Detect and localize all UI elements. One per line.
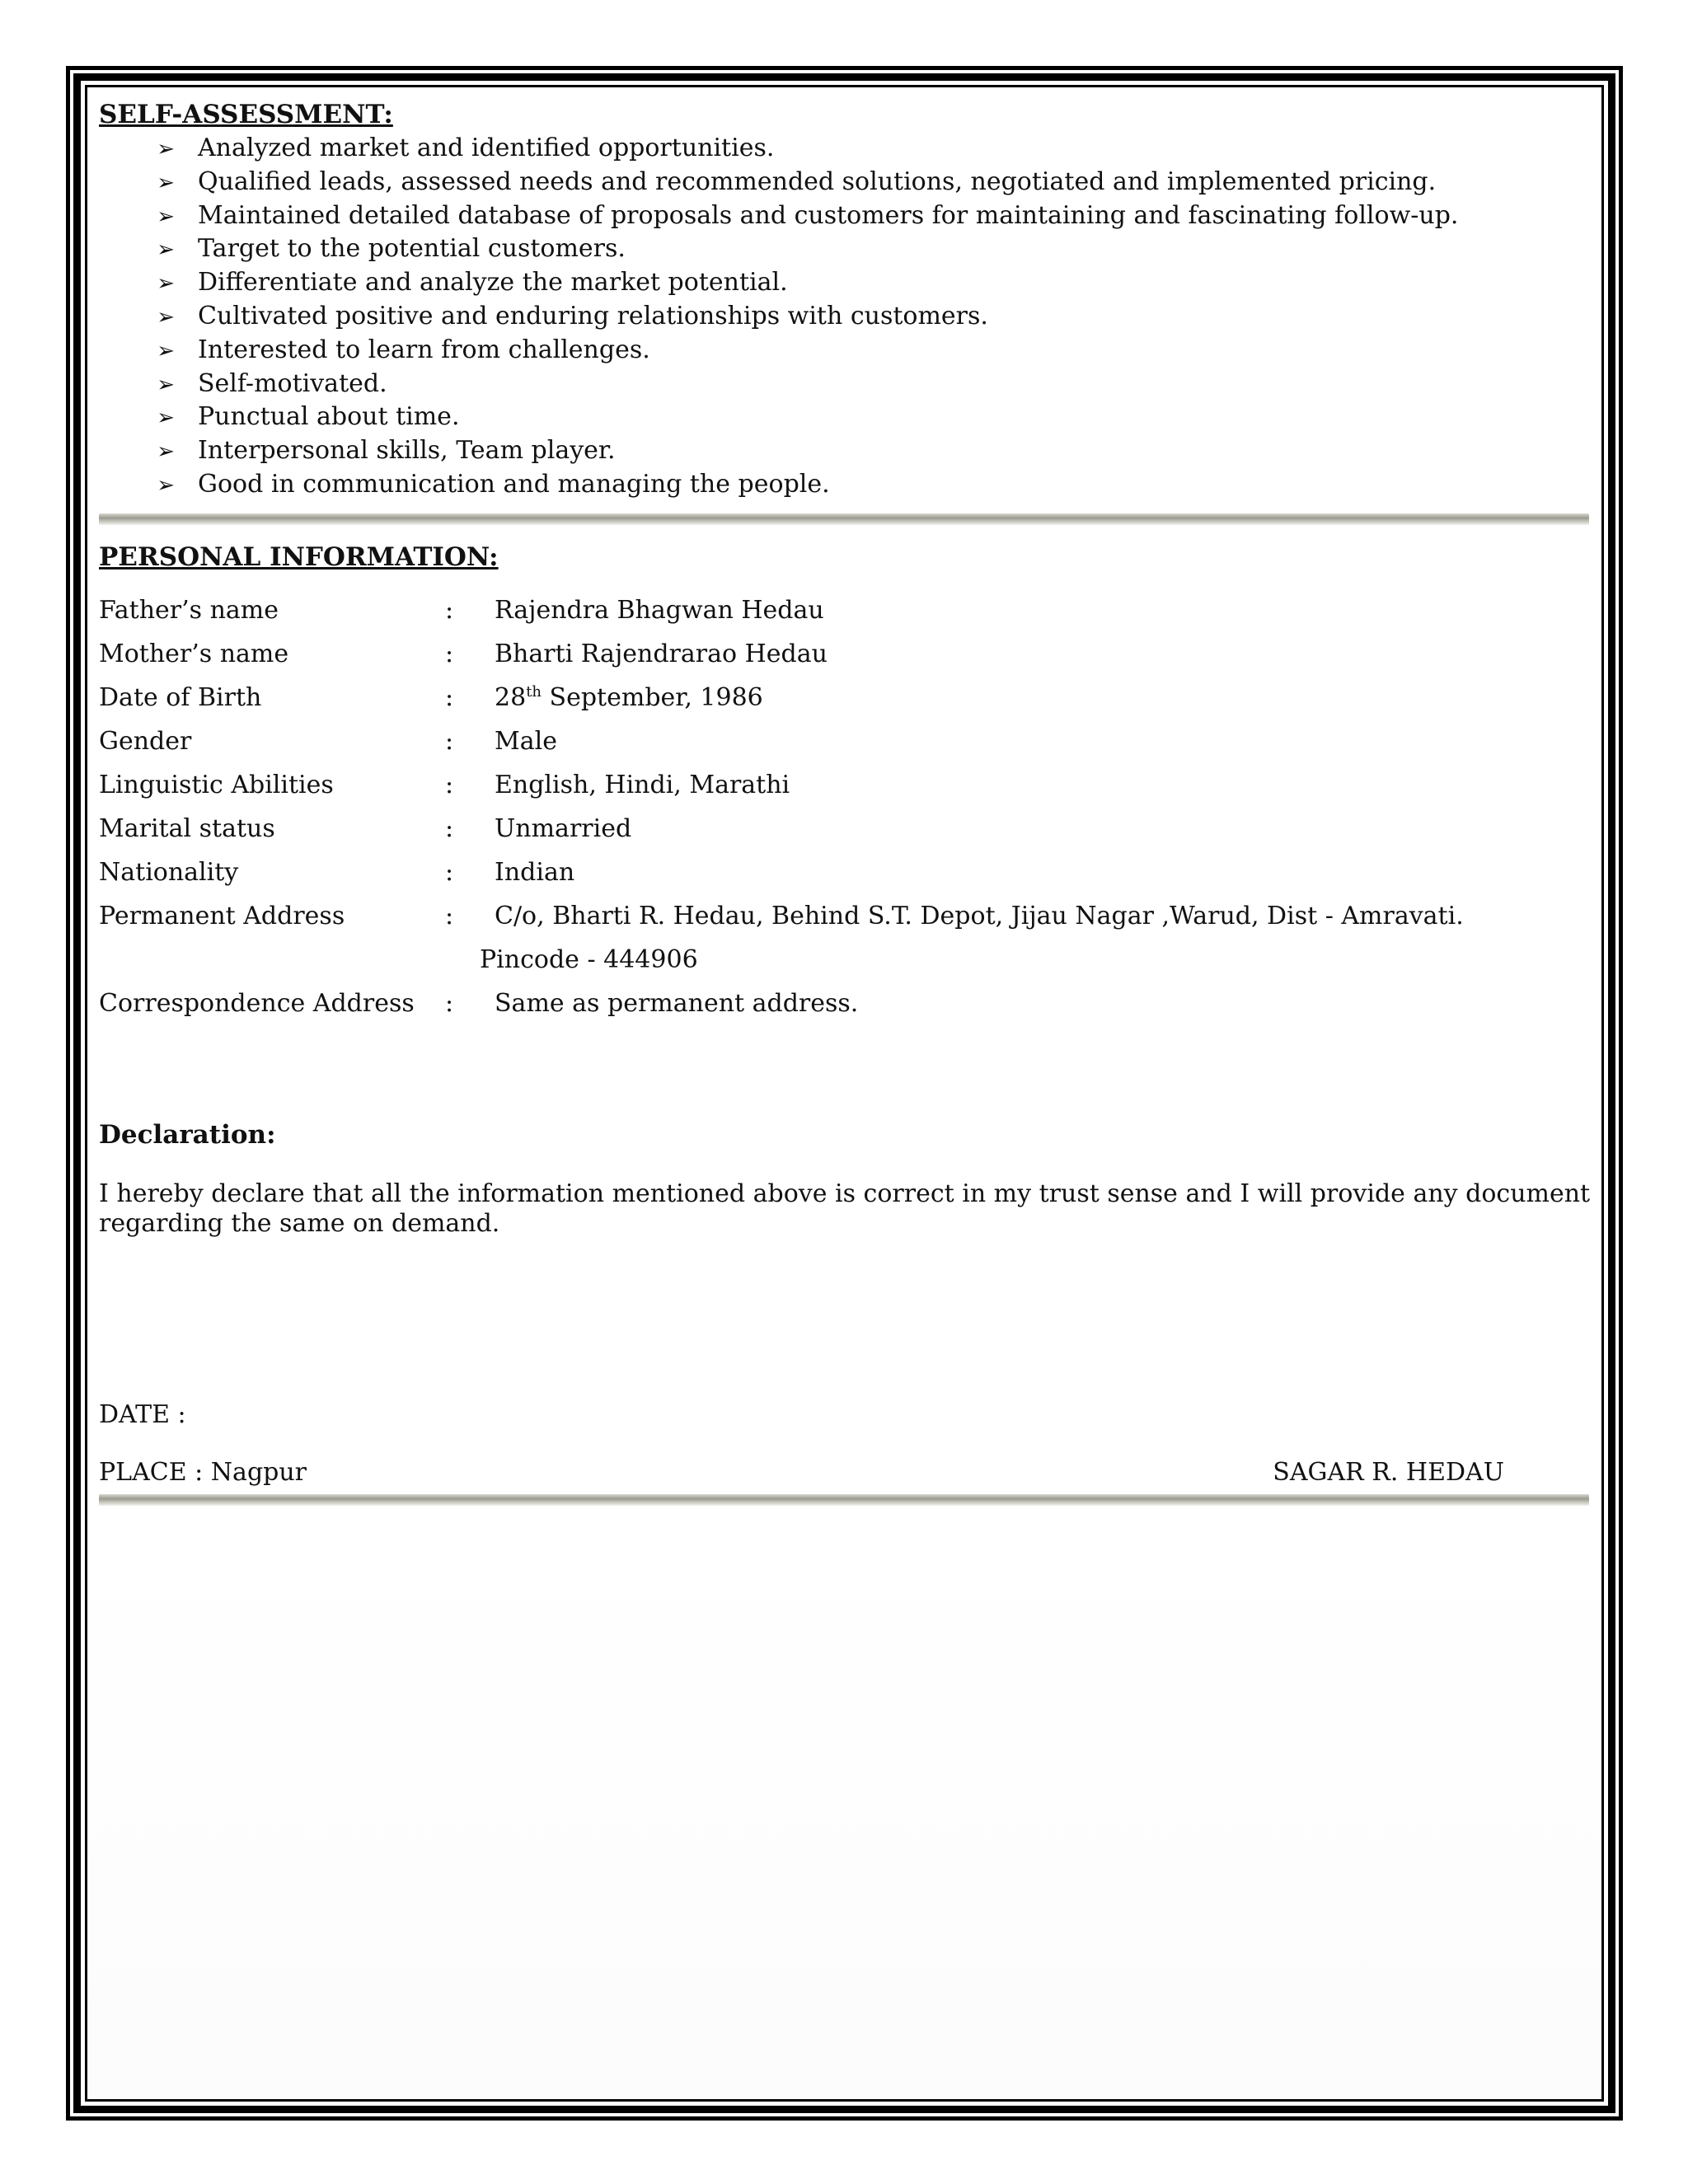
signature-name: SAGAR R. HEDAU (1273, 1457, 1504, 1487)
arrow-bullet-icon: ➢ (157, 137, 175, 162)
list-item: ➢ Cultivated positive and enduring relationships with customers. (99, 300, 1591, 334)
arrow-bullet-icon: ➢ (157, 170, 175, 195)
linguistic-abilities-label: Linguistic Abilities (99, 770, 334, 799)
arrow-bullet-icon: ➢ (157, 271, 175, 297)
separator-colon: : (445, 726, 454, 756)
list-item: ➢ Interested to learn from challenges. (99, 334, 1591, 368)
self-assessment-list (99, 132, 1591, 502)
marital-status-value: Unmarried (495, 813, 632, 843)
date-of-birth-value: 28th September, 1986 (495, 682, 763, 712)
nationality-value: Indian (495, 857, 575, 887)
resume-page (99, 97, 1591, 1506)
marital-status-row (99, 813, 1591, 856)
list-item: ➢ Target to the potential customers. (99, 232, 1591, 266)
list-item: ➢ Good in communication and managing the people. (99, 468, 1591, 502)
section-divider (99, 1494, 1589, 1506)
separator-colon: : (445, 813, 454, 843)
gender-row (99, 725, 1591, 769)
personal-information-table (99, 594, 1591, 1031)
date-line: DATE : (99, 1399, 186, 1429)
separator-colon: : (445, 901, 454, 930)
correspondence-address-row (99, 987, 1591, 1031)
mothers-name-row (99, 638, 1591, 682)
correspondence-address-label: Correspondence Address (99, 988, 415, 1018)
permanent-address-row (99, 900, 1591, 944)
list-item: ➢ Analyzed market and identified opportunities. (99, 132, 1591, 166)
gender-value: Male (495, 726, 557, 756)
list-item: ➢ Differentiate and analyze the market potential. (99, 266, 1591, 300)
gender-label: Gender (99, 726, 192, 756)
arrow-bullet-icon: ➢ (157, 372, 175, 397)
self-assessment-heading: SELF-ASSESSMENT: (99, 100, 393, 129)
list-item: ➢ Self-motivated. (99, 368, 1591, 401)
pincode-value: Pincode - 444906 (480, 944, 698, 974)
signature-row (99, 1456, 1504, 1489)
pincode-row (99, 944, 1591, 987)
permanent-address-value: C/o, Bharti R. Hedau, Behind S.T. Depot, Jijau Nagar ,Warud, Dist - Amravati. (495, 901, 1464, 930)
separator-colon: : (445, 595, 454, 625)
linguistic-abilities-value: English, Hindi, Marathi (495, 770, 790, 799)
arrow-bullet-icon: ➢ (157, 204, 175, 229)
arrow-bullet-icon: ➢ (157, 237, 175, 263)
arrow-bullet-icon: ➢ (157, 304, 175, 330)
fathers-name-value: Rajendra Bhagwan Hedau (495, 595, 824, 625)
list-item: ➢ Maintained detailed database of proposals and customers for maintaining and fascinating follow-up. (99, 199, 1591, 233)
nationality-label: Nationality (99, 857, 239, 887)
linguistic-abilities-row (99, 769, 1591, 813)
list-item: ➢ Qualified leads, assessed needs and recommended solutions, negotiated and implemented pricing. (99, 166, 1591, 199)
marital-status-label: Marital status (99, 813, 275, 843)
separator-colon: : (445, 639, 454, 668)
arrow-bullet-icon: ➢ (157, 472, 175, 498)
arrow-bullet-icon: ➢ (157, 439, 175, 465)
separator-colon: : (445, 770, 454, 799)
place-line: PLACE : Nagpur (99, 1457, 307, 1487)
permanent-address-label: Permanent Address (99, 901, 345, 930)
separator-colon: : (445, 857, 454, 887)
arrow-bullet-icon: ➢ (157, 338, 175, 363)
correspondence-address-value: Same as permanent address. (495, 988, 859, 1018)
list-item: ➢ Interpersonal skills, Team player. (99, 434, 1591, 468)
date-of-birth-label: Date of Birth (99, 682, 262, 712)
section-divider (99, 513, 1589, 525)
fathers-name-label: Father’s name (99, 595, 279, 625)
fathers-name-row (99, 594, 1591, 638)
personal-information-heading: PERSONAL INFORMATION: (99, 541, 499, 572)
list-item: ➢ Punctual about time. (99, 401, 1591, 434)
mothers-name-label: Mother’s name (99, 639, 289, 668)
arrow-bullet-icon: ➢ (157, 405, 175, 431)
nationality-row (99, 856, 1591, 900)
separator-colon: : (445, 988, 454, 1018)
declaration-heading: Declaration: (99, 1119, 276, 1150)
separator-colon: : (445, 682, 454, 712)
mothers-name-value: Bharti Rajendrarao Hedau (495, 639, 828, 668)
declaration-text: I hereby declare that all the information mentioned above is correct in my trust sense and I will provide any document regarding the same on demand. (99, 1179, 1591, 1238)
date-of-birth-row (99, 682, 1591, 725)
